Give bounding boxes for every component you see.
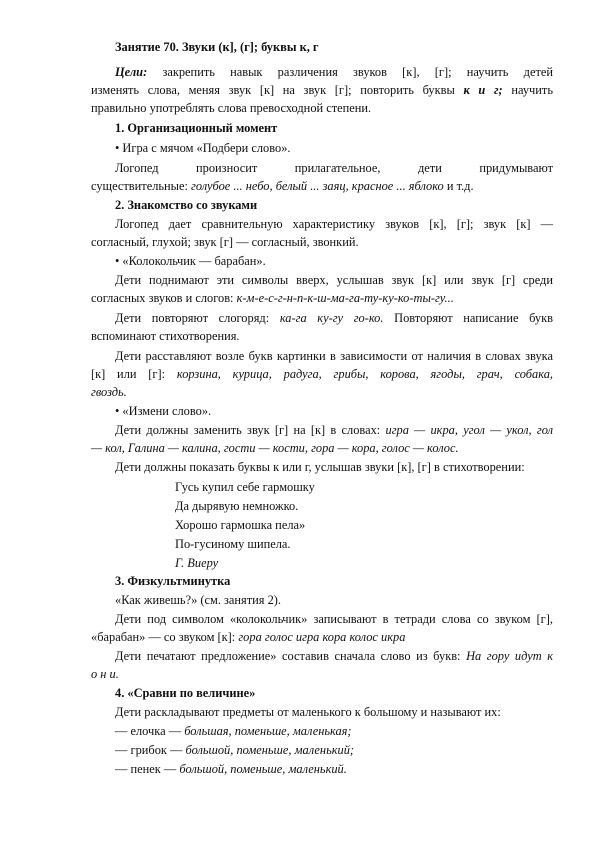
section-2-char-1: Логопед дает сравнительную характеристику звуков [к], [г]; звук [к] — <box>115 217 553 231</box>
comparison-noun: — елочка — <box>115 724 182 738</box>
section-2-p3b <box>91 366 553 384</box>
poem-line: Гусь купил себе гармошку <box>175 480 315 494</box>
section-3-p2a <box>115 648 553 666</box>
poem-line: Хорошо гармошка пела» <box>175 518 306 532</box>
lesson-title <box>115 39 319 57</box>
section-2-syllables: ка-га ку-гу го-ко. <box>279 311 384 325</box>
section-3-p1b1: «барабан» — со звуком [к]: <box>91 630 236 644</box>
section-2-p3b1: [к] или [г]: <box>91 367 166 381</box>
section-3-words: гора голос игра кора колос икра <box>238 630 406 644</box>
comparison-item <box>115 761 347 779</box>
section-2-p1b <box>91 290 454 308</box>
section-4-heading: 4. «Сравни по величине» <box>115 686 256 700</box>
section-3-p2b: о н и. <box>91 667 119 681</box>
goals-letters: к и г; <box>463 83 503 97</box>
comparison-forms: большой, поменьше, маленький. <box>179 762 347 776</box>
goals-text-2c: научить <box>511 83 553 97</box>
section-2-p2c: Повторяют написание букв <box>394 311 553 325</box>
section-3-p2a1: Дети печатают предложение» составив сначала слово из букв: <box>115 649 461 663</box>
section-1-text-2a: существительные: <box>91 179 188 193</box>
section-2-picture-words: корзина, курица, радуга, грибы, корова, ягоды, грач, собака, <box>176 367 553 381</box>
goals-text-2: изменять слова, меняя звук [к] на звук [г]; повторить буквы <box>91 83 455 97</box>
section-2-p4b: — кол, Галина — калина, гости — кости, гора — кора, голос — колос. <box>91 441 459 455</box>
section-3-heading: 3. Физкультминутка <box>115 574 231 588</box>
section-2-p5: Дети должны показать буквы к или г, услышав звуки [к], [г] в стихотворении: <box>115 460 525 474</box>
comparison-item <box>115 723 352 741</box>
section-1-heading: 1. Организационный момент <box>115 121 278 135</box>
goals-text-1: закрепить навык различения звуков [к], [г]; научить детей <box>162 65 553 79</box>
section-2-p2a: Дети повторяют слогоряд: <box>115 311 270 325</box>
goals-line-2 <box>91 82 553 100</box>
section-1-game: • Игра с мячом «Подбери слово». <box>115 141 291 155</box>
section-2-p3a: Дети расставляют возле букв картинки в зависимости от наличия в словах звука <box>115 349 553 363</box>
section-3-p1b <box>91 629 405 647</box>
section-1-text-2c: и т.д. <box>446 179 474 193</box>
section-2-game: • «Колокольчик — барабан». <box>115 254 266 268</box>
comparison-forms: большая, поменьше, маленькая; <box>184 724 352 738</box>
lesson-topic: Звуки (к], (г]; буквы к, г <box>182 40 319 54</box>
section-2-p4a <box>115 422 553 440</box>
section-2-p1a: Дети поднимают эти символы вверх, услышав звук [к] или звук [г] среди <box>115 273 553 287</box>
goals-line-3: правильно употреблять слова превосходной степени. <box>91 101 372 115</box>
section-1-examples: голубое ... небо, белый ... заяц, красное ... яблоко <box>191 179 444 193</box>
goals-line-1 <box>115 64 553 82</box>
goals-label: Цели: <box>115 65 148 79</box>
section-3-p1a: Дети под символом «колокольчик» записывают в тетради слова со звуком [г], <box>115 612 553 626</box>
lesson-number: Занятие 70. <box>115 40 179 54</box>
section-2-p1b-text: согласных звуков и слогов: <box>91 291 234 305</box>
section-2-word-pairs-1: игра — икра, угол — укол, гол <box>385 423 553 437</box>
section-3-sentence: На гору идут к <box>466 649 553 663</box>
section-1-text-1: Логопед произносит прилагательное, дети придумывают <box>115 161 553 175</box>
section-2-p4a1: Дети должны заменить звук [г] на [к] в словах: <box>115 423 381 437</box>
poem-line: Да дырявую немножко. <box>175 499 299 513</box>
poem-line: По-гусиному шипела. <box>175 537 291 551</box>
comparison-item <box>115 742 354 760</box>
comparison-noun: — грибок — <box>115 743 183 757</box>
comparison-noun: — пенек — <box>115 762 177 776</box>
poem-author: Г. Виеру <box>175 556 219 570</box>
section-2-char-2: согласный, глухой; звук [г] — согласный, звонкий. <box>91 235 359 249</box>
section-4-intro: Дети раскладывают предметы от маленького к большому и называют их: <box>115 705 501 719</box>
section-3-ref: «Как живешь?» (см. занятия 2). <box>115 593 282 607</box>
section-2-sound-row: к-м-е-с-г-н-п-к-ш-ма-га-ту-ку-ко-ты-гу... <box>236 291 454 305</box>
section-2-heading: 2. Знакомство со звуками <box>115 198 258 212</box>
section-1-text-2 <box>91 178 474 196</box>
comparison-forms: большой, поменьше, маленький; <box>185 743 355 757</box>
section-2-game-2: • «Измени слово». <box>115 404 212 418</box>
section-2-p2d: вспоминают стихотворения. <box>91 329 240 343</box>
section-2-p2 <box>115 310 553 328</box>
section-2-p3c: гвоздь. <box>91 385 127 399</box>
